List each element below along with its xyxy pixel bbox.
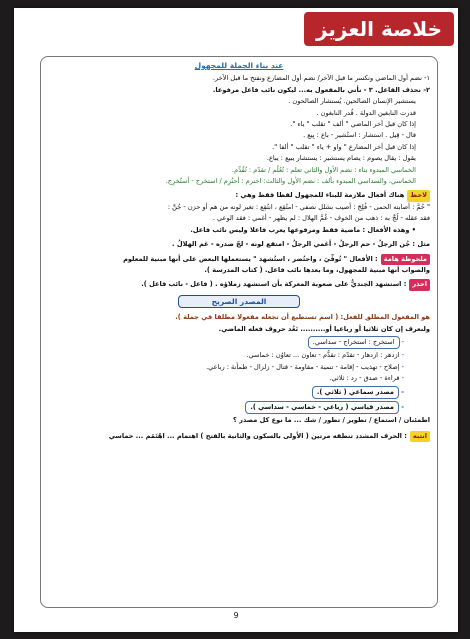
- note-observe: [48, 190, 430, 201]
- example-line: الخماسي المبدوء بتاء : نضم الأول والثاني تعلم : تُعُلِّم / تقدّم : تُقُدِّم.: [232, 165, 416, 174]
- important-note: [48, 254, 430, 265]
- section-heading-passive: عند بناء الجملة للمجهول: [194, 61, 284, 70]
- caution-note: [48, 279, 430, 290]
- example-line: قدرت النابغين الدولة . قُدر النابغون .: [316, 108, 416, 117]
- masdar-item: - قراءة - صدق - رد : ثلاثي.: [329, 374, 404, 383]
- masdar-item: - استخرج : استخراج - سداسي.: [48, 335, 430, 350]
- masdar-question: ولنعرف إن كان ثلاثيا أو رباعيا أو.......... نَعُد حروف فعله الماضي.: [218, 324, 430, 333]
- example-line: الخماسي، والسداسي المبدوء بألف : نضم الأول والثالث: احترم : أُحتُرِم / استخرج - أُستُخرِج.: [165, 177, 416, 186]
- note-observe-line: " حُمَّ : أصابته الحمى - فُلِجَ : أصيب بشلل نصفي - امتُقِع ، انتُقِع : تغير لونه من هم أو حزن - جُنَّ :: [167, 202, 430, 211]
- masdar-item: - مصدر قياسي ( رباعي - خماسي - سداسي ).: [48, 400, 430, 415]
- masdar-exercise: اطمئنان / استماع / تطوير / تطور / شك ... ما نوع كل مصدر ؟: [233, 416, 430, 425]
- important-note-cont: والصواب أنها مبنية للمجهول، وما بعدها نائب فاعل. ( كتاب المدرسة ).: [204, 265, 430, 274]
- caution-text: : استشهد الجنديُّ على صعوبة المعركة بأن استشهد زملاؤه . ( فاعل - نائب فاعل ).: [141, 280, 407, 289]
- important-label: ملحوظة هامة: [381, 254, 430, 265]
- page-content: [48, 58, 430, 442]
- attention-label: انتبه: [410, 431, 430, 442]
- note-bullet: • وهذه الأفعال : ماضية فقط ومرفوعها يعرب فاعلا وليس نائب فاعل.: [190, 225, 416, 234]
- masdar-definition: هو المفعول المطلق للفعل: ( اسم تستطيع أن تجعله مفعولا مطلقا في جملة ).: [175, 313, 430, 322]
- observe-label: لاحظ: [407, 190, 430, 201]
- title-banner: [304, 12, 454, 46]
- caution-label: احذر: [409, 279, 430, 290]
- example-line: يقول : يقال يصوم : يصام يستشير : يستشار يبيع : يباع.: [266, 154, 416, 163]
- example-line: إذا كان قبل آخر المضارع " واو + ياء " تقلب " ألفا ".: [272, 142, 416, 151]
- masdar-item: - إصلاح - تهذيب - إقامة - تنمية - مقاومة - قتال - زلزال - طمأنة : رباعي.: [206, 362, 404, 371]
- banner-title: خلاصة العزيز: [315, 17, 443, 41]
- example-sentence: مثل : جُن الرجلُ - حم الرجلُ - أغمي الرجلُ - امتقع لونه - لجّ صدره - غم الهلالُ .: [172, 240, 430, 249]
- example-line: قال - قِيل . استشار : استُشير - باع : بِيع .: [303, 131, 416, 140]
- rule-1: ١- نضم أول الماضي ونكسر ما قبل الآخر/ نضم أول المضارع ونفتح ما قبل الآخر.: [212, 74, 430, 83]
- note-observe-line: فقد عقله - لُجَّ به : ذهب من الخوف - غُمَّ الهلال : لم يظهر - أُغمي : فقد الوعي .: [212, 214, 430, 223]
- rule-2: ٢- نحذف الفاعل. ٣ - نأتي بالمفعول به... ليكون نائب فاعل مرفوعا.: [212, 85, 430, 94]
- masdar-item: - ازدهر : ازدهار - تقدّم : تقدُّم - تعاون ... تعاوُن : خماسي.: [246, 351, 404, 360]
- example-line: إذا كان قبل آخر الماضي " ألف " تقلب " ياء ".: [290, 120, 416, 129]
- bullet-text: وهذه الأفعال : ماضية فقط ومرفوعها يعرب فاعلا وليس نائب فاعل.: [190, 225, 410, 234]
- section-heading-masdar: المصدر الصريح: [178, 295, 300, 308]
- example-line: يستشير الإنسان الصالحين. يُستشار الصالحون .: [288, 97, 416, 106]
- page-number: 9: [233, 611, 239, 620]
- masdar-item: - مصدر سماعي ( ثلاثي ).: [48, 385, 430, 400]
- attention-text: : الحرف المشدد تنطقه مرتين ( الأولى بالسكون والثانية بالفتح ) اهتمام ... اهْتَمَم ... خماسي: [108, 431, 407, 440]
- attention-note: [48, 431, 430, 442]
- important-text: : الأفعال " تُوفِّيَ ، واحتُضر ، استُشهد " يستعملها البعض على أنها مبنية للمعلوم: [123, 254, 378, 263]
- document-page: [14, 8, 458, 632]
- observe-text: هناك أفعال ملازمة للبناء للمجهول لفظا فقط وهي :: [235, 191, 405, 200]
